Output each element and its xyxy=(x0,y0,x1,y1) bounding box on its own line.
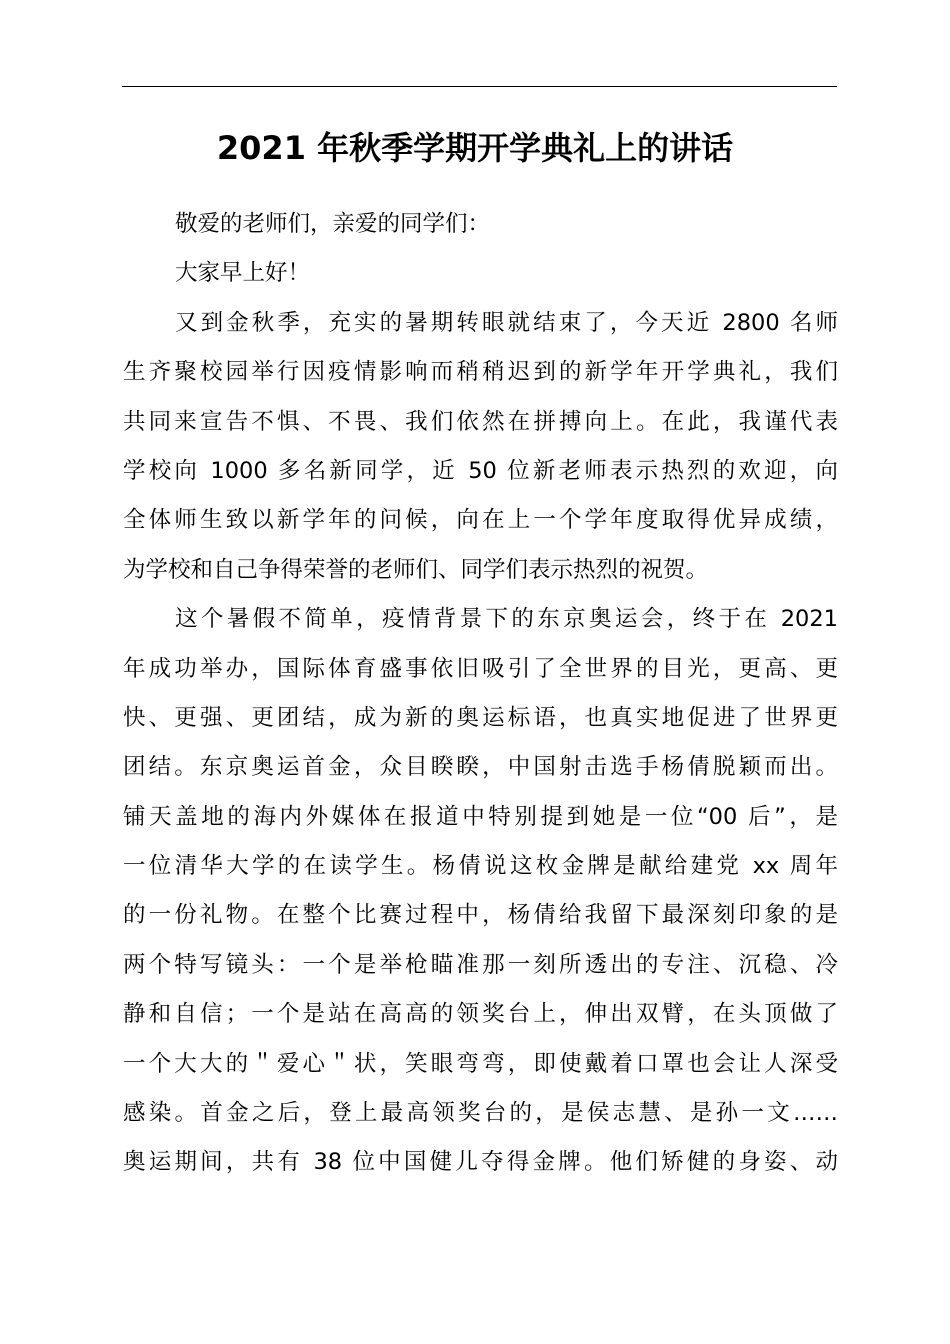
text-line: 又到金秋季，充实的暑期转眼就结束了，今天近 2800 名师 xyxy=(175,309,838,336)
text-line: 两个特写镜头：一个是举枪瞄准那一刻所透出的专注、沉稳、冷 xyxy=(123,951,838,978)
text-line: 全体师生致以新学年的问候，向在上一个学年度取得优异成绩， xyxy=(123,507,838,534)
paragraph-good-morning xyxy=(123,249,838,298)
paragraph-greeting xyxy=(123,200,838,249)
text-line: 的一份礼物。在整个比赛过程中，杨倩给我留下最深刻印象的是 xyxy=(123,902,838,929)
page-title: 2021 年秋季学期开学典礼上的讲话 xyxy=(216,129,734,167)
paragraph-welcome xyxy=(123,299,838,595)
text-line: 快、更强、更团结，成为新的奥运标语，也真实地促进了世界更 xyxy=(123,704,838,731)
text-line: 感染。首金之后，登上最高领奖台的，是侯志慧、是孙一文…… xyxy=(123,1100,838,1127)
header-rule xyxy=(122,86,837,87)
paragraph-olympics xyxy=(123,595,838,1188)
text-line: 共同来宣告不惧、不畏、我们依然在拼搏向上。在此，我谨代表 xyxy=(123,408,838,435)
text-line: 团结。东京奥运首金，众目睽睽，中国射击选手杨倩脱颖而出。 xyxy=(123,754,838,781)
text-line: 静和自信；一个是站在高高的领奖台上，伸出双臂，在头顶做了 xyxy=(123,1001,838,1028)
text-line: 一位清华大学的在读学生。杨倩说这枚金牌是献给建党 xx 周年 xyxy=(123,853,838,880)
text-line: 敬爱的老师们，亲爱的同学们： xyxy=(175,211,491,237)
text-line: 铺天盖地的海内外媒体在报道中特别提到她是一位“00 后”，是 xyxy=(123,803,838,830)
text-line: 奥运期间，共有 38 位中国健儿夺得金牌。他们矫健的身姿、动 xyxy=(123,1149,838,1176)
text-line: 年成功举办，国际体育盛事依旧吸引了全世界的目光，更高、更 xyxy=(123,655,838,682)
text-line: 大家早上好！ xyxy=(175,260,311,287)
document-body xyxy=(123,200,838,1188)
text-line: 一个大大的＂爱心＂状，笑眼弯弯，即使戴着口罩也会让人深受 xyxy=(123,1050,838,1077)
text-line: 这个暑假不简单，疫情背景下的东京奥运会，终于在 2021 xyxy=(175,606,838,633)
text-line: 学校向 1000 多名新同学，近 50 位新老师表示热烈的欢迎，向 xyxy=(123,457,838,484)
text-line: 为学校和自己争得荣誉的老师们、同学们表示热烈的祝贺。 xyxy=(123,556,709,583)
text-line: 生齐聚校园举行因疫情影响而稍稍迟到的新学年开学典礼，我们 xyxy=(123,359,838,386)
